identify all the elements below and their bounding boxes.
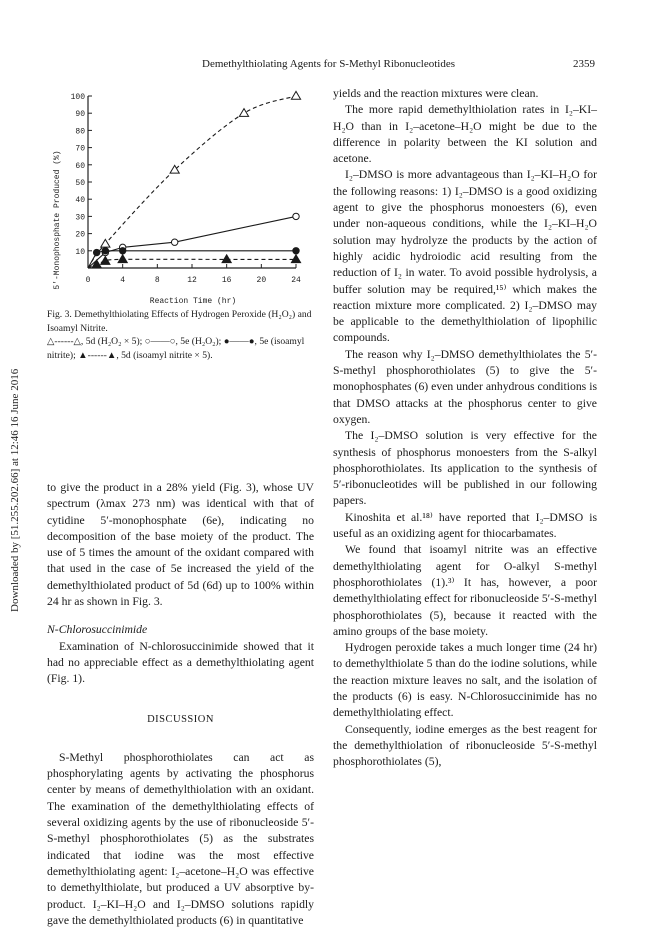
series-4 [88, 255, 301, 268]
data-point [291, 91, 300, 99]
x-tick-label: 12 [187, 276, 197, 285]
left-column [47, 480, 314, 929]
data-point [293, 213, 299, 219]
paragraph: Hydrogen peroxide takes a much longer time (24 hr) to demethylthiolate 5 than do the iodine solutions, while the reaction mixture leaves no salt, and the isolation of the products (6) is easy. N-Chlorosuccinimide has no demethylthiolating effect. [333, 641, 597, 720]
paragraph: S-Methyl phosphorothiolates can act as phosphorylating agents by activating the phosphorus center by means of demethylthiolation with an oxidant. The examination of the demethylthiolating effects of several oxidizing agents by the use of ribonucleoside 5′-S-methyl phosphorothiolates (5) as the substrates indicated that iodine was the most effective demethylthiolating agent: I₂–acetone–H₂O was effective to demethylthiolate, but produced a UV absorptive by-product. I₂–KI–H₂O and I₂–DMSO solutions rapidly gave the demethylthiolated products (6) in quantitative [47, 750, 314, 927]
paragraph: The reason why I₂–DMSO demethylthiolates the 5′-S-methyl phosphorothiolates (5) to give the 5′-monophosphates (6) even under anhydrous conditions is that DMSO attacks at the phosphorus center to give oxygen. [333, 347, 597, 426]
x-tick-label: 20 [256, 276, 267, 285]
y-tick-label: 20 [75, 230, 85, 240]
paragraph: We found that isoamyl nitrite was an effective demethylthiolating agent for O-alkyl S-methyl phosphorothiolates (1).³⁾ It has, however, a poor demethylthiolating effect for ribonucleoside 5′-S-methyl phosphorothiolates (5), because it reacted with the amino groups of the base moiety. [333, 543, 597, 638]
paragraph: Examination of N-chlorosuccinimide showed that it had no appreciable effect as a demethylthiolating agent (Fig. 1). [47, 639, 314, 686]
series-1 [88, 91, 301, 268]
page-number: 2359 [573, 58, 595, 70]
section-title: N-Chlorosuccinimide [47, 623, 148, 637]
running-header [0, 58, 657, 74]
paragraph: to give the product in a 28% yield (Fig. 3), whose UV spectrum (λmax 273 nm) was identical with that of cytidine 5′-monophosphate (6e), indicating no decomposition of the base moiety of the product. The use of 5 times the amount of the oxidant compared with that used in the case of 5e increased the yield of the demethylthiolated product of 5d (6d) up to 100% within 24 hr as shown in Fig. 3. [47, 481, 314, 609]
data-point [171, 239, 177, 245]
paragraph: Kinoshita et al.¹⁸⁾ have reported that I₂–DMSO is useful as an oxidizing agent for thiocarbamates. [333, 510, 597, 541]
y-tick-label: 100 [70, 93, 85, 102]
data-point [119, 248, 125, 254]
paragraph: The I₂–DMSO solution is very effective for the synthesis of phosphorus monoesters from the S-alkyl phosphorothiolates. Its application to the synthesis of 5′-ribonucleotides will be published in our following papers. [333, 429, 597, 508]
paragraph: I₂–DMSO is more advantageous than I₂–KI–H₂O for the following reasons: 1) I₂–DMSO is a good oxidizing agent to give the phosphorus monoesters (6), even under non-aqueous conditions, while the I₂–KI–H₂O solution may hydrolyze the products by the action of highly acidic hydroiodic acid resulting from the reduction of I₂ in water. To avoid possible hydrolysis, a buffer solution may be required,¹⁵⁾ which makes the reaction mixture more complicated. 2) I₂–DMSO may be applicable to the demethylthiolation of lipophilic compounds. [333, 168, 597, 345]
series-3 [88, 248, 299, 268]
x-axis-label: Reaction Time (hr) [149, 297, 237, 306]
running-title: Demethylthiolating Agents for S-Methyl Ribonucleotides [202, 58, 455, 70]
figure-3-chart [46, 84, 310, 316]
x-tick-label: 8 [154, 276, 160, 285]
y-tick-label: 80 [75, 127, 85, 137]
y-tick-label: 50 [75, 179, 85, 188]
data-point [293, 248, 299, 254]
data-point [101, 239, 110, 247]
section-heading: DISCUSSION [147, 713, 214, 725]
data-point [291, 255, 300, 263]
data-point [239, 109, 248, 117]
paragraph: Consequently, iodine emerges as the best reagent for the demethylthiolation of ribonucleoside 5′-S-methyl phosphorothiolates (5), [333, 722, 597, 769]
data-point [102, 248, 108, 254]
y-tick-label: 40 [75, 196, 85, 206]
y-tick-label: 60 [75, 161, 85, 171]
y-tick-label: 90 [75, 110, 85, 120]
figure-caption [47, 308, 312, 362]
caption-legend: △------△, 5d (H₂O₂ × 5); ○——○, 5e (H₂O₂); ●——●, 5e (isoamyl nitrite); ▲------▲, 5d (isoamyl nitrite × 5). [47, 336, 305, 361]
right-column [333, 86, 597, 770]
data-point [222, 255, 231, 263]
download-watermark: Downloaded by [51.255.202.66] at 12:46 16 June 2016 [9, 368, 21, 612]
y-tick-label: 30 [75, 213, 85, 223]
y-tick-label: 70 [75, 144, 85, 154]
y-tick-label: 10 [75, 247, 85, 257]
paragraph: yields and the reaction mixtures were clean. [333, 87, 539, 100]
data-point [118, 255, 127, 263]
data-point [93, 249, 99, 255]
x-tick-label: 24 [291, 276, 301, 285]
x-tick-label: 16 [221, 276, 232, 285]
paragraph: The more rapid demethylthiolation rates in I₂–KI–H₂O than in I₂–acetone–H₂O might be due to the difference in polarity between the KI solution and acetone. [333, 103, 597, 166]
x-tick-label: 4 [120, 276, 126, 285]
x-tick-label: 0 [85, 276, 91, 285]
chart-series [88, 91, 301, 268]
caption-title: Fig. 3. Demethylthiolating Effects of Hydrogen Peroxide (H₂O₂) and Isoamyl Nitrite. [47, 309, 312, 334]
y-axis-label: 5'-Monophosphate Produced (%) [53, 150, 62, 290]
series-line [88, 96, 296, 268]
